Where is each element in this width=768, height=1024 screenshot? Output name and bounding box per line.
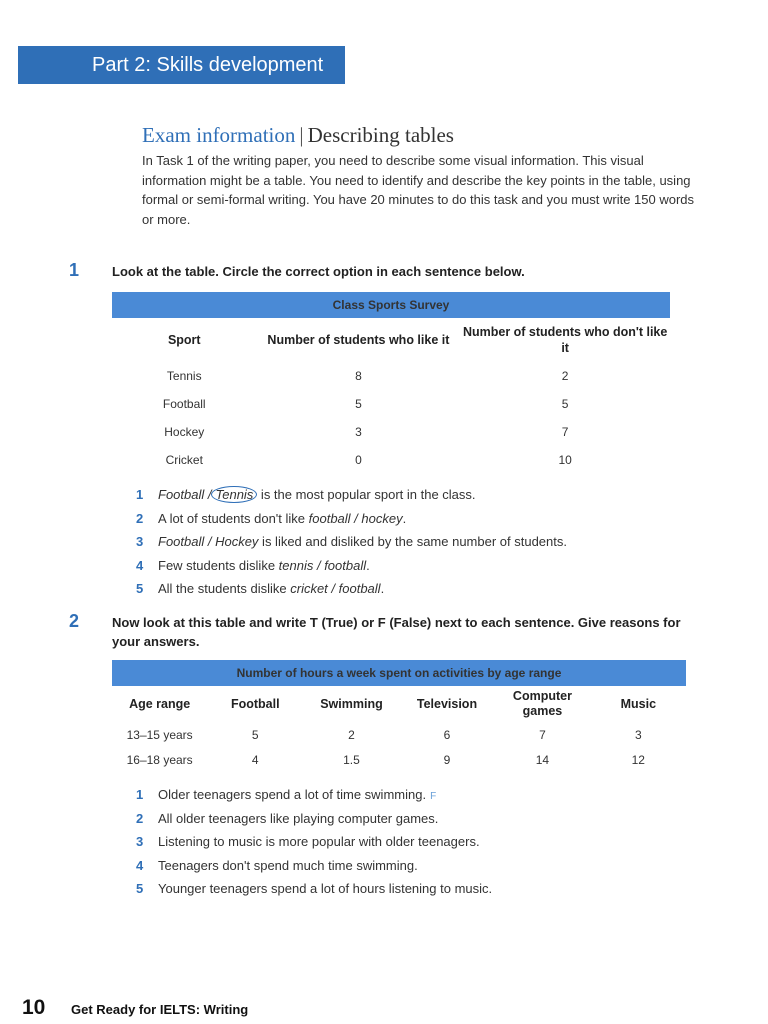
table-cell: Football bbox=[162, 397, 206, 411]
table-row bbox=[112, 390, 670, 418]
sentence-text: A lot of students don't like bbox=[158, 510, 309, 526]
item-number: 2 bbox=[136, 810, 144, 826]
list-item bbox=[136, 530, 567, 554]
table-title: Number of hours a week spent on activities by age range bbox=[112, 660, 686, 686]
item-number: 3 bbox=[136, 534, 144, 549]
table-cell: 3 bbox=[634, 727, 642, 742]
item-number: 4 bbox=[136, 857, 144, 873]
item-number: 1 bbox=[136, 487, 144, 502]
sentence-text: All older teenagers like playing computer games. bbox=[158, 810, 439, 826]
table-cell: 12 bbox=[631, 752, 645, 767]
circled-option[interactable]: Tennis bbox=[211, 486, 257, 503]
list-item bbox=[136, 807, 492, 831]
item-number: 5 bbox=[136, 581, 144, 596]
column-header: Sport bbox=[167, 333, 201, 347]
table-cell: 13–15 years bbox=[126, 727, 193, 742]
exam-info-heading bbox=[142, 123, 454, 148]
sentence-text: Few students dislike bbox=[158, 557, 279, 573]
exam-info-body: In Task 1 of the writing paper, you need to describe some visual information. This visual information might be a table. You need to identify and describe the key points in the table, using formal or semi-formal writing. You have 20 minutes to do this task and you must write 150 words or more. bbox=[142, 153, 695, 227]
sentence-text: . bbox=[366, 557, 370, 573]
table-cell: 14 bbox=[535, 752, 550, 767]
page-number: 10 bbox=[22, 996, 46, 1019]
list-item bbox=[136, 507, 567, 531]
table-row bbox=[112, 362, 670, 390]
table-cell: Tennis bbox=[166, 369, 202, 383]
table-cell: Hockey bbox=[164, 425, 205, 439]
list-item bbox=[136, 877, 492, 901]
column-header: Football bbox=[230, 696, 280, 711]
list-item bbox=[136, 830, 492, 854]
option-text[interactable]: football / hockey bbox=[308, 510, 403, 526]
sentence-text: All the students dislike bbox=[158, 581, 291, 596]
table-cell: 5 bbox=[355, 397, 362, 411]
table-cell: 0 bbox=[355, 453, 362, 467]
question-1-sentences bbox=[136, 483, 567, 601]
question-2-sentences bbox=[136, 783, 492, 901]
item-number: 2 bbox=[136, 510, 144, 526]
table-row bbox=[112, 418, 670, 446]
list-item bbox=[136, 783, 492, 807]
exam-info-subtitle: Describing tables bbox=[307, 123, 454, 147]
list-item bbox=[136, 554, 567, 578]
column-header: Television bbox=[416, 696, 478, 711]
list-item bbox=[136, 854, 492, 878]
sentence-text: is liked and disliked by the same number of students. bbox=[258, 534, 567, 549]
table-cell: 2 bbox=[348, 727, 355, 742]
sentence-text: Listening to music is more popular with older teenagers. bbox=[158, 834, 480, 849]
table-row bbox=[112, 747, 686, 772]
table-cell: 7 bbox=[539, 727, 546, 742]
question-1-instruction: Look at the table. Circle the correct option in each sentence below. bbox=[112, 264, 525, 279]
question-1-number: 1 bbox=[69, 260, 80, 280]
column-header: Number of students who like it bbox=[267, 333, 450, 347]
table-row bbox=[112, 722, 686, 747]
table-cell: 4 bbox=[251, 752, 259, 767]
table-cell: 8 bbox=[355, 369, 362, 383]
list-item bbox=[136, 483, 567, 507]
table-cell: 10 bbox=[558, 453, 572, 467]
sentence-text: . bbox=[402, 510, 407, 526]
sentence-text: is the most popular sport in the class. bbox=[257, 487, 476, 502]
section-banner: Part 2: Skills development bbox=[18, 46, 345, 84]
exam-info-separator: | bbox=[299, 123, 304, 147]
item-number: 3 bbox=[136, 834, 144, 849]
column-header: Computer games bbox=[512, 689, 572, 718]
table-cell: 7 bbox=[561, 425, 569, 439]
option-text: Football / bbox=[158, 487, 212, 502]
table-cell: 1.5 bbox=[343, 752, 360, 767]
sentence-text: . bbox=[380, 581, 385, 596]
table-row bbox=[112, 446, 670, 474]
column-header: Age range bbox=[129, 696, 191, 711]
table-cell: 5 bbox=[561, 397, 569, 411]
item-number: 1 bbox=[136, 787, 144, 802]
table-cell: 6 bbox=[443, 727, 451, 742]
question-2-number: 2 bbox=[69, 611, 80, 631]
table-cell: 2 bbox=[561, 369, 569, 383]
column-header: Swimming bbox=[320, 696, 383, 711]
answer-mark: F bbox=[430, 791, 437, 802]
option-text[interactable]: Football / Hockey bbox=[158, 534, 259, 549]
item-number: 5 bbox=[136, 881, 144, 896]
list-item bbox=[136, 577, 567, 601]
table-title: Class Sports Survey bbox=[112, 292, 670, 318]
item-number: 4 bbox=[136, 557, 144, 573]
sentence-text: Teenagers don't spend much time swimming. bbox=[158, 857, 418, 873]
table-cell: Cricket bbox=[165, 453, 203, 467]
activities-table bbox=[112, 660, 686, 772]
table-cell: 5 bbox=[251, 727, 259, 742]
sentence-text: Older teenagers spend a lot of time swimming. bbox=[158, 787, 427, 802]
book-title: Get Ready for IELTS: Writing bbox=[71, 1002, 249, 1017]
table-cell: 16–18 years bbox=[126, 752, 193, 767]
option-text[interactable]: tennis / football bbox=[278, 557, 367, 573]
exam-info-title: Exam information bbox=[142, 123, 296, 147]
table-cell: 3 bbox=[355, 425, 362, 439]
question-2-instruction: Now look at this table and write T (True) or F (False) next to each sentence. Give reasons for your answers. bbox=[112, 615, 681, 649]
sentence-text: Younger teenagers spend a lot of hours listening to music. bbox=[158, 881, 493, 896]
column-header: Number of students who don't like it bbox=[462, 325, 668, 355]
table-cell: 9 bbox=[443, 752, 451, 767]
option-text[interactable]: cricket / football bbox=[290, 581, 381, 596]
column-header: Music bbox=[620, 696, 657, 711]
class-sports-table bbox=[112, 292, 670, 474]
